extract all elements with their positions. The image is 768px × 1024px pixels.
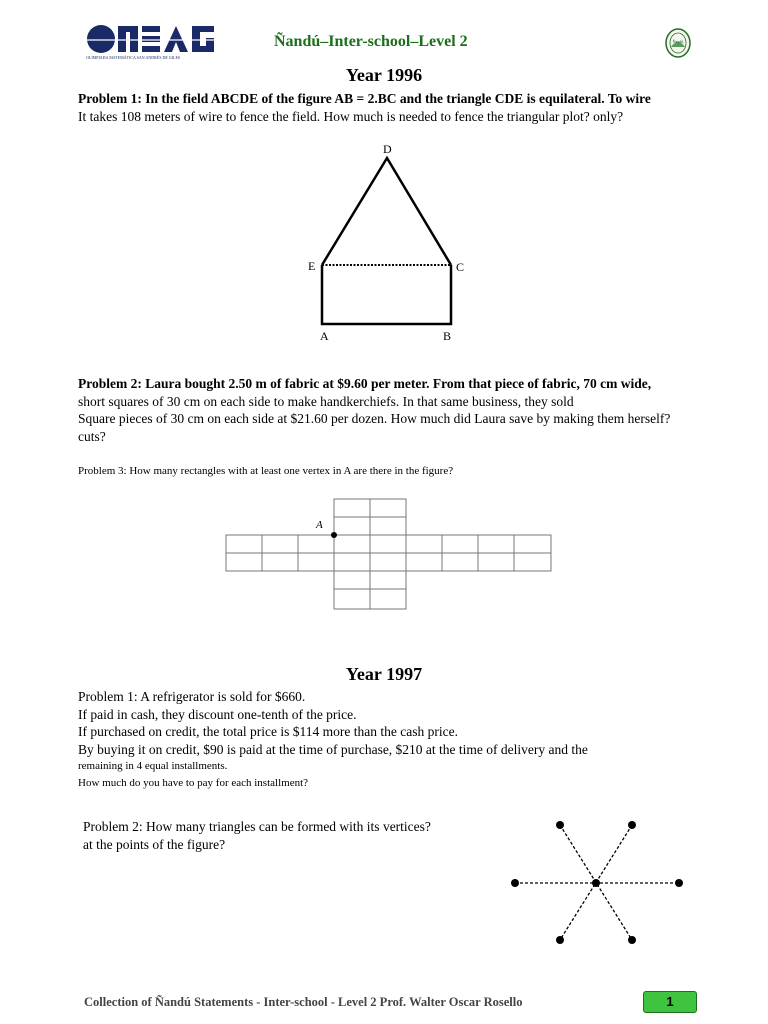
label-c: C — [456, 260, 465, 274]
label-a-grid: A — [316, 519, 323, 531]
problem-1997-2 — [83, 818, 503, 853]
header-title: Ñandú–Inter-school–Level 2 — [274, 33, 468, 50]
problem-1996-2-line1: short squares of 30 cm on each side to make handkerchiefs. In that same business, they sold — [78, 393, 574, 409]
omsag-logo — [84, 24, 234, 62]
figure-rectangle-grid — [224, 497, 554, 612]
logo-subtitle: OLIMPIADA MATEMÁTICA SAN ANDRÉS DE GILES — [86, 55, 181, 60]
figure-abcde — [300, 140, 470, 345]
problem-1996-2-statement: Problem 2: Laura bought 2.50 m of fabric at $9.60 per meter. From that piece of fabric, 70 cm wide, — [78, 376, 652, 391]
problem-1997-1-line3: If purchased on credit, the total price is $114 more than the cash price. — [78, 724, 458, 739]
label-e: E — [308, 259, 316, 273]
footer-text: Collection of Ñandú Statements - Inter-school - Level 2 Prof. Walter Oscar Rosello — [84, 995, 523, 1009]
page-number: 1 — [643, 991, 697, 1013]
problem-1996-2-line3: cuts? — [78, 428, 106, 444]
label-a: A — [320, 329, 329, 343]
seal-text: Ñandú — [672, 39, 684, 44]
label-b: B — [443, 329, 452, 343]
problem-1997-1-line1: Problem 1: A refrigerator is sold for $660. — [78, 689, 306, 704]
problem-1997-2-line1: Problem 2: How many triangles can be formed with its vertices? — [83, 819, 431, 834]
problem-1996-1-statement: Problem 1: In the field ABCDE of the figure AB = 2.BC and the triangle CDE is equilateral. To wire — [78, 91, 651, 106]
problem-1996-3: Problem 3: How many rectangles with at least one vertex in A are there in the figure? — [78, 465, 454, 477]
problem-1997-1-line2: If paid in cash, they discount one-tenth of the price. — [78, 706, 357, 722]
figure-star-points — [505, 815, 695, 955]
seal-icon — [664, 27, 692, 59]
problem-1996-1 — [78, 90, 718, 125]
problem-1996-2-line2: Square pieces of 30 cm on each side at $21.60 per dozen. How much did Laura save by making them herself? — [78, 411, 671, 426]
problem-1997-1 — [78, 688, 718, 792]
problem-1997-1-line5: remaining in 4 equal installments. — [78, 760, 228, 772]
problem-1997-2-line2: at the points of the figure? — [83, 836, 226, 852]
problem-1996-1-text: It takes 108 meters of wire to fence the field. How much is needed to fence the triangular plot? only? — [78, 108, 624, 124]
year-1996-title: Year 1996 — [345, 65, 423, 85]
problem-1996-2 — [78, 375, 718, 445]
problem-1997-1-line4: By buying it on credit, $90 is paid at the time of purchase, $210 at the time of delivery and the — [78, 741, 588, 757]
year-1997-title: Year 1997 — [345, 664, 423, 684]
label-d: D — [383, 142, 392, 156]
problem-1997-1-line6: How much do you have to pay for each installment? — [78, 777, 309, 789]
